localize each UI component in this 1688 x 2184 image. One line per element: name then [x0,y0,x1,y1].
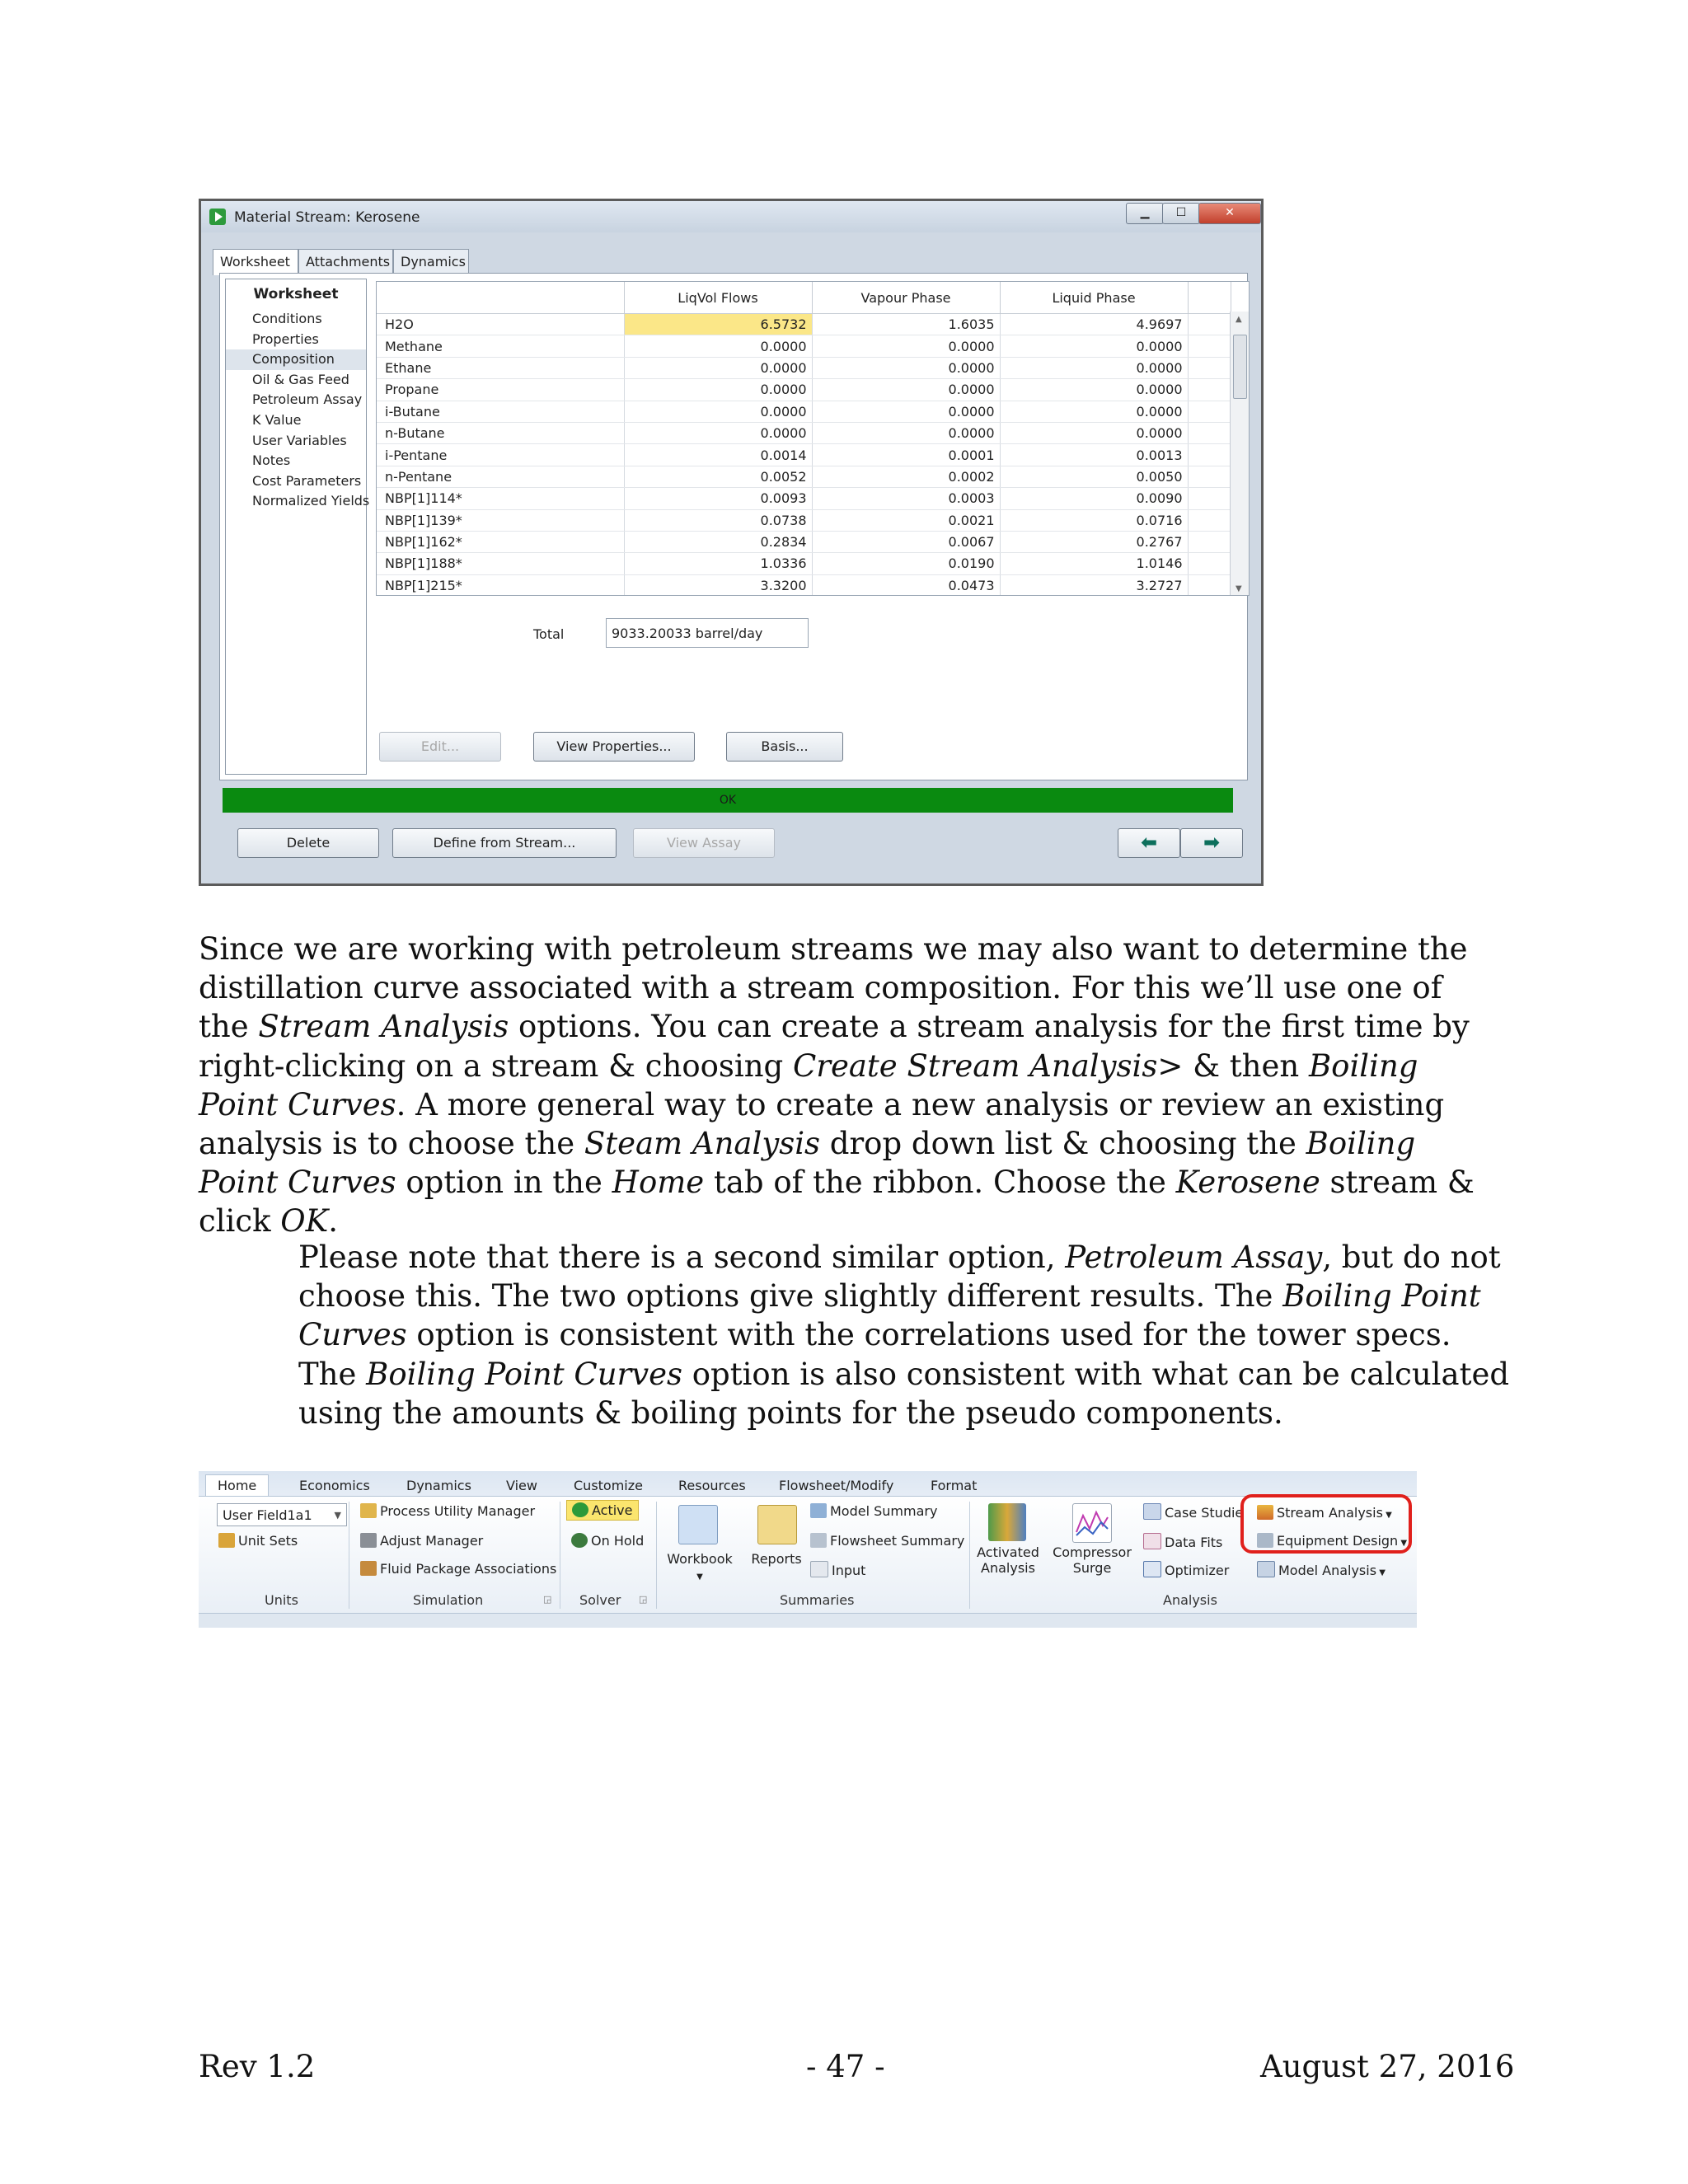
component-name-cell[interactable]: i-Butane [377,401,624,422]
data-fits-button[interactable] [1143,1533,1222,1550]
input-button[interactable] [810,1561,865,1578]
flowsheet-summary-icon [810,1533,827,1548]
group-label-units: Units [265,1592,298,1608]
component-name-cell[interactable]: Ethane [377,357,624,378]
liquid-cell[interactable]: 0.0090 [1000,488,1188,509]
compressor-surge-button[interactable] [1053,1544,1132,1576]
italic-run: Boiling Point Curves [199,1126,1416,1201]
surge-chart-icon [1073,1504,1111,1542]
optimizer-icon [1143,1561,1161,1577]
on-hold-icon [571,1533,588,1548]
liquid-cell[interactable]: 0.0000 [1000,379,1188,401]
sidebar-item-cost-parameters[interactable]: Cost Parameters [252,472,362,489]
table-row [377,335,1231,357]
text-run: . [328,1203,339,1240]
text-run: option is consistent with the correlations used for the tower specs. The [298,1317,1451,1392]
surge-label: Surge [1072,1560,1112,1576]
maximize-button[interactable]: ☐ [1162,203,1200,224]
fluid-package-label: Fluid Package Associations [380,1561,557,1577]
case-studies-label: Case Studie [1165,1505,1244,1521]
liqvol-cell[interactable]: 0.0738 [624,509,812,531]
vapour-cell[interactable]: 0.0190 [812,553,1000,574]
spacer-cell [1188,401,1231,422]
sidebar-item-properties[interactable]: Properties [252,330,319,347]
column-header-spacer [1188,282,1231,314]
chevron-down-icon: ▼ [334,1510,341,1521]
process-utility-manager-button[interactable] [360,1503,535,1519]
liquid-cell[interactable]: 0.0000 [1000,357,1188,378]
process-utility-label: Process Utility Manager [380,1503,536,1519]
ribbon-tab-view[interactable]: View [506,1478,537,1493]
tab-worksheet[interactable]: Worksheet [213,249,298,275]
chevron-down-icon: ▼ [1376,1568,1386,1577]
chevron-down-icon: ▼ [1382,1511,1392,1520]
input-label: Input [832,1563,866,1578]
delete-button[interactable]: Delete [237,828,379,858]
next-button[interactable] [1180,828,1243,858]
italic-run: Stream Analysis [258,1009,509,1045]
optimizer-button[interactable] [1143,1561,1229,1578]
table-row [377,509,1231,531]
arrow-right-icon: ➡ [1203,831,1221,854]
text-run: stream & click [199,1165,1475,1240]
view-properties-button[interactable]: View Properties... [533,732,695,762]
vapour-cell[interactable]: 0.0000 [812,422,1000,443]
liquid-cell[interactable]: 0.0000 [1000,335,1188,357]
liqvol-cell[interactable]: 1.0336 [624,553,812,574]
define-from-stream-button[interactable]: Define from Stream... [392,828,617,858]
component-name-cell[interactable]: NBP[1]188* [377,553,624,574]
text-run: , but do not choose this. The two options give slightly different results. The [298,1240,1501,1315]
compressor-label: Compressor [1053,1544,1132,1560]
component-name-cell[interactable]: H2O [377,314,624,335]
compressor-surge-icon[interactable] [1072,1503,1112,1543]
text-run: option in the [396,1165,612,1201]
italic-run: Kerosene [1175,1165,1320,1201]
ribbon-tab-home[interactable]: Home [205,1474,269,1497]
close-button[interactable]: ✕ [1198,203,1261,224]
fluid-package-associations-button[interactable] [360,1561,556,1577]
vapour-cell[interactable]: 0.0000 [812,379,1000,401]
spacer-cell [1188,314,1231,335]
footer-page-number: - 47 - [806,2049,885,2084]
liquid-cell[interactable]: 0.2767 [1000,531,1188,552]
unit-field-dropdown[interactable] [217,1503,347,1526]
sidebar-item-composition[interactable]: Composition [226,349,366,370]
text-run: drop down list & choosing the [820,1126,1306,1162]
table-row [377,379,1231,401]
liquid-cell[interactable]: 0.0050 [1000,466,1188,487]
status-bar: OK [223,788,1233,813]
component-name-cell[interactable]: NBP[1]162* [377,531,624,552]
liqvol-cell[interactable]: 0.0014 [624,444,812,466]
spacer-cell [1188,574,1231,596]
table-body [377,314,1231,597]
italic-run: Steam Analysis [584,1126,821,1162]
spacer-cell [1188,466,1231,487]
table-row [377,488,1231,509]
liqvol-cell[interactable]: 0.0000 [624,379,812,401]
sidebar-item-notes[interactable]: Notes [252,452,291,469]
vapour-cell[interactable]: 1.6035 [812,314,1000,335]
input-icon [810,1561,828,1577]
table-row [377,466,1231,487]
workbook-icon[interactable] [678,1505,718,1544]
model-summary-icon [810,1503,827,1518]
component-name-cell[interactable]: n-Butane [377,422,624,443]
app-icon [209,209,226,225]
ribbon-tab-dynamics[interactable]: Dynamics [406,1478,471,1493]
adjust-manager-icon [360,1533,377,1548]
ribbon-tab-format[interactable]: Format [931,1478,978,1493]
edit-button[interactable]: Edit... [379,732,501,762]
workbook-button[interactable] [667,1551,733,1585]
liqvol-cell[interactable]: 0.0000 [624,335,812,357]
stream-analysis-label: Stream Analysis [1277,1505,1383,1521]
flowsheet-summary-label: Flowsheet Summary [830,1533,965,1549]
dialog-launcher-icon[interactable]: ◲ [543,1594,552,1605]
vertical-scrollbar[interactable] [1230,312,1249,595]
vapour-cell[interactable]: 0.0021 [812,509,1000,531]
adjust-manager-button[interactable] [360,1533,483,1549]
sidebar-item-k-value[interactable]: K Value [252,411,302,428]
liquid-cell[interactable]: 0.0000 [1000,422,1188,443]
italic-run: Boiling Point Curves [199,1047,1418,1122]
model-analysis-button[interactable] [1257,1561,1386,1578]
on-hold-label: On Hold [591,1533,645,1549]
group-label-summaries: Summaries [780,1592,855,1608]
liqvol-cell[interactable]: 0.0000 [624,422,812,443]
tab-dynamics[interactable]: Dynamics [393,249,469,274]
optimizer-label: Optimizer [1165,1563,1230,1578]
italic-run: Boiling Point Curves [298,1278,1481,1353]
text-run: > & then [1157,1047,1309,1084]
unit-sets-button[interactable] [218,1533,298,1549]
unit-sets-icon [218,1533,235,1548]
worksheet-sidebar [225,279,370,775]
group-label-solver: Solver [579,1592,621,1608]
text-run: options. You can create a stream analysis for the first time by right-clicking on a stream & choosing [199,1009,1470,1084]
dropdown-value: User Field1a1 [223,1507,312,1523]
table-row [377,401,1231,422]
spacer-cell [1188,422,1231,443]
table-row [377,531,1231,552]
component-name-cell[interactable]: NBP[1]215* [377,574,624,596]
column-header-liquid: Liquid Phase [1000,282,1188,314]
text-run: option is also consistent with what can be calculated using the amounts & boiling points for the pseudo components. [298,1356,1510,1431]
case-studies-button[interactable] [1143,1503,1243,1521]
ribbon-tabs [199,1471,1417,1496]
case-studies-icon [1143,1503,1161,1520]
group-separator [656,1502,657,1609]
composition-table [377,282,1231,596]
liqvol-cell[interactable]: 0.0052 [624,466,812,487]
composition-grid [376,281,1250,596]
vapour-cell[interactable]: 0.0473 [812,574,1000,596]
component-name-cell[interactable]: n-Pentane [377,466,624,487]
liquid-cell[interactable]: 3.2727 [1000,574,1188,596]
sidebar-item-normalized-yields[interactable]: Normalized Yields [252,493,370,509]
table-row [377,444,1231,466]
liquid-cell[interactable]: 0.0000 [1000,401,1188,422]
liqvol-cell[interactable]: 0.2834 [624,531,812,552]
minimize-button[interactable]: ▁ [1126,203,1164,224]
column-header-liqvol: LiqVol Flows [624,282,812,314]
column-header-vapour: Vapour Phase [812,282,1000,314]
component-name-cell[interactable]: NBP[1]114* [377,488,624,509]
component-name-cell[interactable]: i-Pentane [377,444,624,466]
model-summary-label: Model Summary [830,1503,938,1519]
italic-run: Boiling Point Curves [366,1356,682,1392]
footer-revision: Rev 1.2 [199,2049,316,2084]
ribbon-tab-customize[interactable]: Customize [574,1478,643,1493]
italic-run: Petroleum Assay [1065,1240,1323,1275]
chevron-down-icon: ▼ [696,1572,703,1582]
italic-run: Home [612,1165,705,1201]
sidebar-item-user-variables[interactable]: User Variables [252,432,347,448]
ribbon-body [199,1496,1417,1614]
total-label: Total [533,626,565,642]
liquid-cell[interactable]: 0.0013 [1000,444,1188,466]
solver-active-button[interactable] [566,1500,639,1521]
spacer-cell [1188,357,1231,378]
ribbon-tab-resources[interactable]: Resources [678,1478,746,1493]
table-row [377,357,1231,378]
liqvol-cell[interactable]: 0.0000 [624,357,812,378]
paragraph-note [298,1238,1510,1432]
table-row [377,422,1231,443]
workbook-label: Workbook [667,1551,733,1567]
ribbon-bottom-strip [199,1613,1417,1628]
liquid-cell[interactable]: 4.9697 [1000,314,1188,335]
activated-label: Activated [977,1544,1039,1560]
table-row [377,574,1231,596]
view-assay-button[interactable]: View Assay [633,828,775,858]
model-analysis-icon [1257,1561,1275,1577]
spacer-cell [1188,335,1231,357]
vapour-cell[interactable]: 0.0000 [812,335,1000,357]
adjust-manager-label: Adjust Manager [380,1533,484,1549]
text-run: Since we are working with petroleum streams we may also want to determine the distillation curve associated with a stream composition. For this we’ll use one of the [199,931,1468,1045]
italic-run: Create Stream Analysis [792,1047,1158,1084]
vapour-cell[interactable]: 0.0002 [812,466,1000,487]
fluid-package-icon [360,1561,377,1576]
flowsheet-summary-button[interactable] [810,1533,964,1549]
total-field[interactable]: 9033.20033 barrel/day [606,618,809,648]
scroll-thumb[interactable] [1233,335,1247,399]
column-header-component [377,282,624,314]
footer-date: August 27, 2016 [1260,2049,1515,2084]
group-separator [969,1502,970,1609]
basis-button[interactable]: Basis... [726,732,843,762]
table-row [377,553,1231,574]
chevron-down-icon: ▼ [1398,1539,1408,1548]
sidebar-title: Worksheet [253,286,339,302]
data-fits-icon [1143,1533,1161,1549]
dialog-launcher-icon[interactable]: ◲ [639,1594,648,1605]
worksheet-content [219,273,1248,780]
liqvol-cell[interactable]: 3.3200 [624,574,812,596]
data-fits-label: Data Fits [1165,1535,1223,1550]
navigation-buttons [1118,828,1243,858]
equipment-design-label: Equipment Design [1277,1533,1399,1549]
table-header-row [377,282,1231,314]
italic-run: OK [280,1203,329,1240]
sidebar-item-petroleum-assay[interactable]: Petroleum Assay [252,391,363,408]
table-row [377,314,1231,335]
solver-active-icon [572,1502,588,1517]
sidebar-list [226,309,370,512]
scroll-up-icon[interactable]: ▲ [1236,315,1242,324]
liqvol-cell[interactable]: 0.0093 [624,488,812,509]
spacer-cell [1188,509,1231,531]
ribbon-screenshot [199,1471,1417,1628]
tab-attachments[interactable]: Attachments [298,249,393,274]
text-run: tab of the ribbon. Choose the [704,1165,1176,1201]
activated-analysis-button[interactable] [973,1544,1043,1576]
group-label-analysis: Analysis [1163,1592,1217,1608]
previous-button[interactable] [1118,828,1180,858]
solver-active-label: Active [592,1502,633,1518]
component-name-cell[interactable]: Methane [377,335,624,357]
text-run: . A more general way to create a new analysis or review an existing analysis is to choose the [199,1086,1445,1162]
process-utility-icon [360,1503,377,1518]
activated-analysis-icon[interactable] [988,1503,1026,1541]
spacer-cell [1188,488,1231,509]
model-analysis-label: Model Analysis [1278,1563,1377,1578]
spacer-cell [1188,553,1231,574]
dialog-title: Material Stream: Kerosene [234,209,420,226]
liqvol-cell[interactable]: 0.0000 [624,401,812,422]
material-stream-dialog [199,199,1264,886]
vapour-cell[interactable]: 0.0003 [812,488,1000,509]
component-name-cell[interactable]: Propane [377,379,624,401]
spacer-cell [1188,379,1231,401]
group-label-simulation: Simulation [413,1592,484,1608]
liquid-cell[interactable]: 0.0716 [1000,509,1188,531]
scroll-down-icon[interactable]: ▼ [1236,584,1242,593]
dialog-titlebar[interactable] [201,201,1261,232]
solver-on-hold-button[interactable] [571,1533,644,1549]
spacer-cell [1188,531,1231,552]
unit-sets-label: Unit Sets [238,1533,298,1549]
liquid-cell[interactable]: 1.0146 [1000,553,1188,574]
ribbon-tab-flowsheet-modify[interactable]: Flowsheet/Modify [779,1478,894,1493]
sidebar-item-conditions[interactable]: Conditions [252,311,322,326]
spacer-cell [1188,444,1231,466]
reports-button[interactable]: Reports [751,1551,802,1567]
component-name-cell[interactable]: NBP[1]139* [377,509,624,531]
ribbon-tab-economics[interactable]: Economics [299,1478,370,1493]
model-summary-button[interactable] [810,1503,937,1519]
vapour-cell[interactable]: 0.0001 [812,444,1000,466]
vapour-cell[interactable]: 0.0000 [812,357,1000,378]
liqvol-cell[interactable]: 6.5732 [624,314,812,335]
stream-analysis-highlight [1240,1494,1412,1554]
arrow-left-icon: ⬅ [1140,831,1158,854]
paragraph-stream-analysis [199,930,1501,1241]
sidebar-item-oil-gas-feed[interactable]: Oil & Gas Feed [252,371,349,387]
vapour-cell[interactable]: 0.0000 [812,401,1000,422]
text-run: Please note that there is a second similar option, [298,1240,1066,1275]
vapour-cell[interactable]: 0.0067 [812,531,1000,552]
analysis-label: Analysis [981,1560,1035,1576]
reports-icon[interactable] [757,1505,797,1544]
